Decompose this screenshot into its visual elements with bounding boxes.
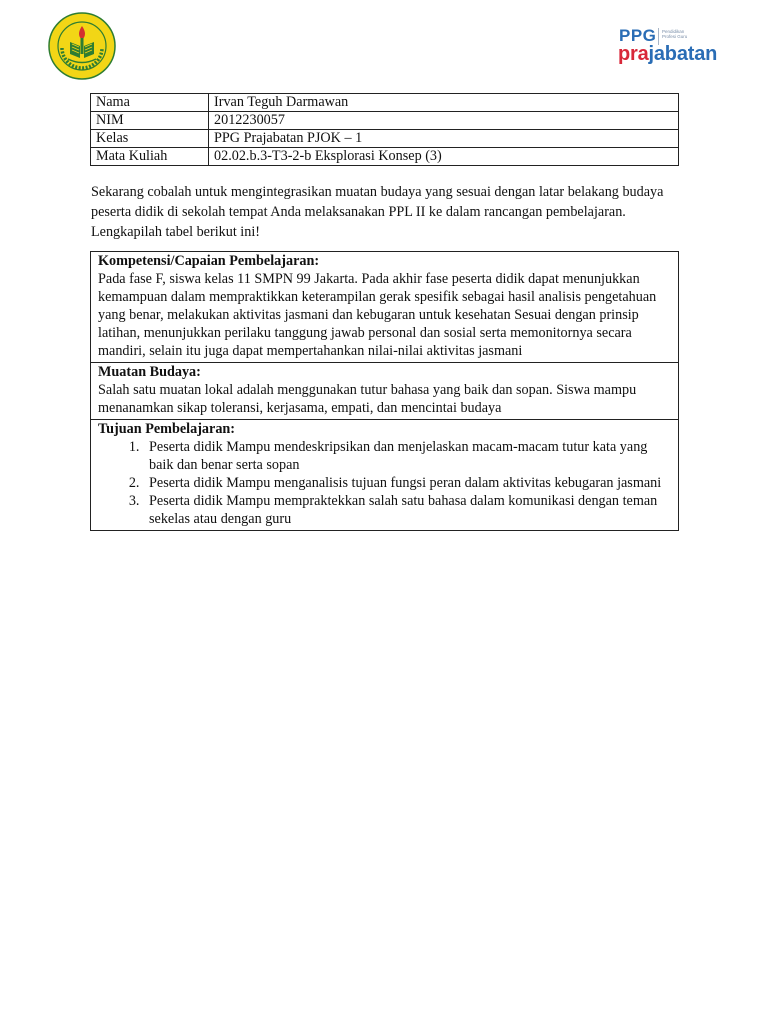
kompetensi-title: Kompetensi/Capaian Pembelajaran: <box>98 253 320 269</box>
row-value: PPG Prajabatan PJOK – 1 <box>209 130 679 148</box>
table-row <box>91 94 679 112</box>
list-item: 3. Peserta didik Mampu mempraktekkan salah satu bahasa dalam komunikasi dengan teman sekelas atau dengan guru <box>143 492 671 528</box>
prajabatan-wordmark <box>618 43 717 66</box>
row-value: 02.02.b.3-T3-2-b Eksplorasi Konsep (3) <box>209 148 679 166</box>
table-row <box>91 148 679 166</box>
ppg-label: PPG <box>619 26 657 45</box>
tujuan-title: Tujuan Pembelajaran: <box>98 421 236 437</box>
tujuan-list <box>98 438 671 528</box>
row-value: 2012230057 <box>209 112 679 130</box>
muatan-body: Salah satu muatan lokal adalah menggunakan tutur bahasa yang baik dan sopan. Siswa mampu menanamkan sikap toleransi, kerjasama, empati, dan mencintai budaya <box>98 382 637 416</box>
muatan-section <box>91 362 678 419</box>
kompetensi-body: Pada fase F, siswa kelas 11 SMPN 99 Jakarta. Pada akhir fase peserta didik dapat menunjukkan kemampuan dalam mempraktikkan keterampilan gerak spesifik sebagai hasil analisis pengetahuan yang benar, melakukan aktivitas jasmani dan kebugaran untuk kesehatan Sesuai dengan prinsip latihan, menunjukkan perilaku tanggung jawab personal dan sosial serta memonitornya secara mandiri, selain itu juga dapat mempertahankan nilai-nilai aktivitas jasmani <box>98 271 657 359</box>
wordmark-part-red: pra <box>618 43 649 65</box>
wordmark-part-blue: jabatan <box>648 43 718 65</box>
table-row <box>91 130 679 148</box>
ppg-prajabatan-logo <box>616 26 726 72</box>
identity-table <box>90 93 679 166</box>
row-label: Kelas <box>91 130 209 148</box>
row-label: Nama <box>91 94 209 112</box>
tujuan-section <box>91 419 678 530</box>
list-item: 1. Peserta didik Mampu mendeskripsikan dan menjelaskan macam-macam tutur kata yang baik dan benar serta sopan <box>143 438 671 474</box>
ppg-small-text: Pendidikan Profesi Guru <box>662 29 688 39</box>
row-label: NIM <box>91 112 209 130</box>
muatan-title: Muatan Budaya: <box>98 364 201 380</box>
row-label: Mata Kuliah <box>91 148 209 166</box>
table-row <box>91 112 679 130</box>
row-value: Irvan Teguh Darmawan <box>209 94 679 112</box>
lesson-plan-table <box>90 251 679 531</box>
kompetensi-section <box>91 252 678 362</box>
university-seal-icon <box>48 12 116 80</box>
intro-paragraph: Sekarang cobalah untuk mengintegrasikan muatan budaya yang sesuai dengan latar belakang budaya peserta didik di sekolah tempat Anda melaksanakan PPL II ke dalam rancangan pembelajaran. Lengkapilah tabel berikut ini! <box>91 184 664 240</box>
list-item: 2. Peserta didik Mampu menganalisis tujuan fungsi peran dalam aktivitas kebugaran jasmani <box>143 474 671 492</box>
